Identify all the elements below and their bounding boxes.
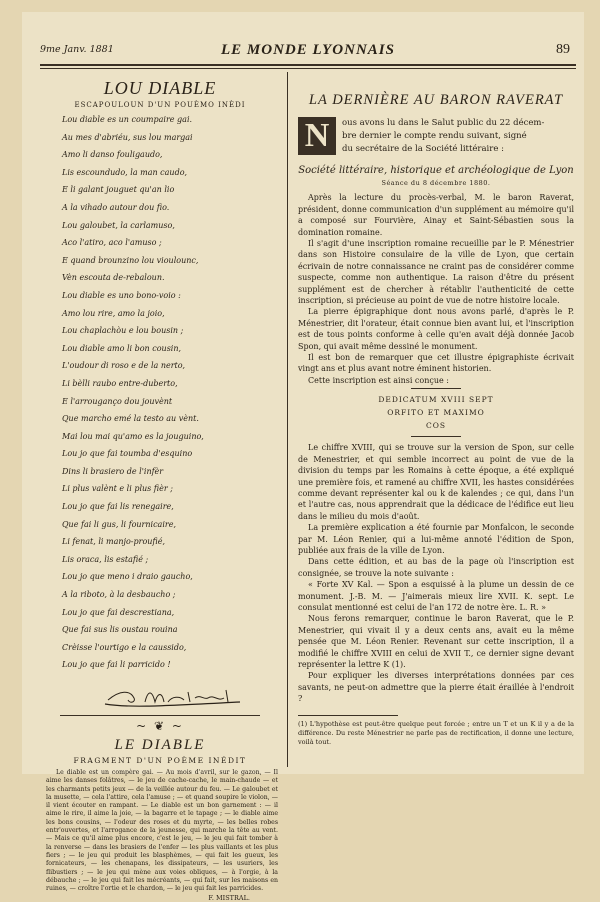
left-column — [40, 74, 280, 902]
poem-line: Que fai li gus, li fournicaire, — [62, 519, 176, 529]
paragraph: Après la lecture du procès-verbal, M. le baron Raverat, président, donne communication d'un supplément au mémoire qu'il a composé sur Fourvière, Ainay et Saint-Sébastien sous la domination romaine. — [298, 193, 574, 237]
footnote-rule — [298, 715, 398, 716]
poem-line: E li galant jouguet qu'an lio — [62, 185, 175, 195]
paragraph: Dans cette édition, et au bas de la page où l'inscription est consignée, se trouve la note suivante : — [298, 557, 574, 578]
poem-line: Lis oraca, lis estafié ; — [62, 554, 149, 564]
poem-line: Dins li brasiero de l'infèr — [62, 466, 164, 476]
header-rule-thin — [40, 68, 576, 69]
poem-line: Mai lou mai qu'amo es la jouguino, — [62, 431, 204, 441]
signature-flourish-icon — [100, 684, 250, 712]
poem-line: E l'arrouganço dou jouvènt — [62, 396, 173, 406]
poem-line: Aco l'atiro, aco l'amuso ; — [62, 238, 162, 248]
poem-line: Amo lou rire, amo la joio, — [62, 308, 165, 318]
translation-signature: F. MISTRAL. — [208, 894, 250, 902]
article-title: LA DERNIÈRE AU BARON RAVERAT — [308, 92, 564, 108]
intro-line: bre dernier le compte rendu suivant, signé — [342, 130, 527, 141]
issue-date: 9me Janv. 1881 — [40, 44, 114, 55]
translation-text: Le diable est un compère gai. — Au mois d'avril, sur le gazon, — Il aime les danses folâtres, — le jeu de cache-cache, le main-chaude — et les charmants petits jeux — de la veillée autour du feu. — Le galoubet et la musette, — cela l'attire, cela l'amuse ; — et quand soupire le violon, —il vient écouter en rampant. — Le diable est un bon garnement : — il aime le rire, il aime la joie, — la bagarre et le tapage ; — le diable aime les bons cousins, — l'odeur des roses et du myrte, — les belles robes entr'ouvertes, et l'arrogance de la jeunesse, qui marche la tête au vent. — Mais ce qu'il aime plus encore, c'est le jeu, — le jeu qui fait tomber à la renverse — dans les brasiers de l'enfer — les plus vaillants et les plus fiers ; — le jeu qui produit les blasphèmes, — qui fait les gueux, les fornicateurs, — les chenapans, les dissipateurs, — les usuriers, les flibustiers ; — le jeu qui mène aux voies obliques, — à l'orgie, à la débauche ; — le jeu qui fait les mécréants, — qui fait, sur les maisons en ruines, — croître l'ortie et le chardon, — le jeu qui fait les parricides. — [46, 769, 278, 893]
poem-line: A la vihado autour dou fio. — [62, 202, 170, 212]
poem-line: Lou jo que fai lis renegaire, — [62, 502, 174, 512]
inscription-line: COS — [425, 421, 447, 431]
poem-line: L'oudour di roso e de la nerto, — [62, 361, 186, 371]
paragraph: Pour expliquer les diverses interprétations données par ces savants, ne peut-on admettre que la pierre était éraillée à l'endroit ? — [298, 671, 574, 704]
poem-line: Lou diable amo li bon cousin, — [62, 343, 182, 353]
paragraph: La pierre épigraphique dont nous avons parlé, d'après le P. Ménestrier, dit l'orateur, était connue bien avant lui, et l'inscription est de tous points conforme à celle qu'en avait déjà donnée Jacob Spon, qui avait même dessiné le monument. — [298, 307, 574, 351]
poem-line: E quand brounzino lou vioulounc, — [62, 255, 199, 265]
inscription-rule-bottom — [411, 436, 461, 437]
paragraph: Cette inscription est ainsi conçue : — [308, 375, 449, 385]
society-name: Société littéraire, historique et archéologique de Lyon — [298, 165, 574, 177]
article-body-a — [298, 192, 574, 386]
inscription — [298, 393, 574, 432]
poem-line: Que marcho emé la testo au vènt. — [62, 414, 199, 424]
paragraph: « Forte XV Kal. — Spon a esquissé à la plume un dessin de ce monument. J.-B. M. — J'aimerais mieux lire XVII. K. sept. Le consulat mentionné est celui de l'an 172 de notre ère. L. R. » — [298, 580, 574, 612]
translation-title: LE DIABLE — [114, 737, 206, 753]
poem-line: Lou diable es uno bono-voio : — [62, 290, 181, 300]
inscription-rule — [411, 388, 461, 389]
poem-line: A la riboto, à la desbaucho ; — [62, 590, 176, 600]
poem-line: Au mes d'abriéu, sus lou margai — [62, 132, 193, 142]
poem-line: Li bèlli raubo entre-duberto, — [62, 378, 178, 388]
poem-line: Li plus valènt e li plus fièr ; — [62, 484, 173, 494]
article-body-b — [298, 442, 574, 704]
column-separator — [287, 72, 288, 767]
right-column — [298, 74, 574, 747]
poem-line: Lou galoubet, la carlamuso, — [62, 220, 175, 230]
poem-line: Lis escoundudo, la man caudo, — [62, 167, 188, 177]
poem-line: Que fai sus lis oustau rouina — [62, 625, 178, 635]
ornament-icon: ~ ❦ ~ — [136, 719, 184, 733]
divider — [60, 715, 260, 716]
poem-lines — [62, 111, 280, 674]
footnote: (1) L'hypothèse est peut-être quelque peut forcée ; entre un T et un K il y a de la différence. Du reste Ménestrier ne parle pas de rectification, il donne une lecture, voilà tout. — [298, 719, 574, 746]
poem-line: Lou jo que fai descrestiana, — [62, 607, 175, 617]
translation-subtitle: FRAGMENT D'UN POÈME INÉDIT — [73, 756, 247, 765]
article-intro — [298, 117, 574, 155]
poem-line: Amo li danso fouligaudo, — [62, 150, 163, 160]
poem-line: Lou jo que fai toumba d'esquino — [62, 449, 193, 459]
poem-subtitle: ESCAPOULOUN D'UN POUÈMO INÈDI — [74, 101, 246, 109]
poem-line: Li fenat, li manjo-proufié, — [62, 537, 166, 547]
signature-image — [100, 684, 250, 712]
seance-date: Séance du 8 décembre 1880. — [381, 179, 491, 188]
paragraph: Nous ferons remarquer, continue le baron Raverat, que le P. Menestrier, qui vivait il y a deux cents ans, avait eu la même pensée que M. Léon Renier. Revenant sur cette inscription, il a modifié le chiffre XVIII en celui de XVII T., ce dernier signe devant représenter la lettre K (1). — [298, 614, 574, 670]
paragraph: La première explication a été fournie par Monfalcon, le seconde par M. Léon Renier, qui a lui-même annoté l'édition de Spon, publiée aux frais de la ville de Lyon. — [298, 523, 574, 555]
page-number: 89 — [556, 42, 570, 57]
intro-line: ous avons lu dans le Salut public du 22 décem- — [342, 118, 545, 128]
journal-title: LE MONDE LYONNAIS — [221, 42, 395, 58]
dropcap-letter: N — [298, 117, 336, 155]
page-header — [40, 42, 576, 62]
paragraph: Le chiffre XVIII, qui se trouve sur la version de Spon, sur celle de Menestrier, et qui semble incorrect au point de vue de la division du temps par les Romains à cette époque, a été expliqué une première fois, et ramené au chiffre XVII, les hastes considérées comme devant représenter kal ou k de kalendes ; ce qui, dans l'un et l'autre cas, nous apprendrait que la dédicace de l'édifice eut lieu dans le milieu du mois d'août. — [298, 443, 574, 521]
poem-line: Lou jo que fai li parricido ! — [62, 660, 171, 670]
paragraph: Il est bon de remarquer que cet illustre épigraphiste écrivait vingt ans et plus avant notre éminent historien. — [298, 353, 574, 374]
header-rule — [40, 64, 576, 66]
inscription-line: DEDICATUM XVIII SEPT — [378, 395, 494, 405]
poem-line: Lou chaplachòu e lou bousin ; — [62, 326, 184, 336]
poem-line: Crèisse l'ourtigo e la caussido, — [62, 642, 187, 652]
intro-line: du secrétaire de la Société littéraire : — [342, 143, 504, 154]
inscription-line: ORFITO ET MAXIMO — [387, 408, 485, 418]
poem-line: Lou jo que meno i draio gaucho, — [62, 572, 193, 582]
poem-title: LOU DIABLE — [103, 78, 217, 98]
poem-line: Vèn escouta de-rebaloun. — [62, 273, 165, 283]
intro-lines — [298, 117, 574, 155]
newspaper-page — [22, 12, 584, 902]
paragraph: Il s'agit d'une inscription romaine recueillie par le P. Ménestrier dans son Histoire consulaire de la ville de Lyon, que certain écrivain de notre connaissance ne craint pas de considérer comme suspecte, comme non authentique. La raison d'être du présent supplément est de chercher à rétablir l'authenticité de cette inscription, si précieuse au point de vue de notre histoire locale. — [298, 239, 574, 306]
poem-line: Lou diable es un coumpaire gai. — [62, 115, 193, 124]
